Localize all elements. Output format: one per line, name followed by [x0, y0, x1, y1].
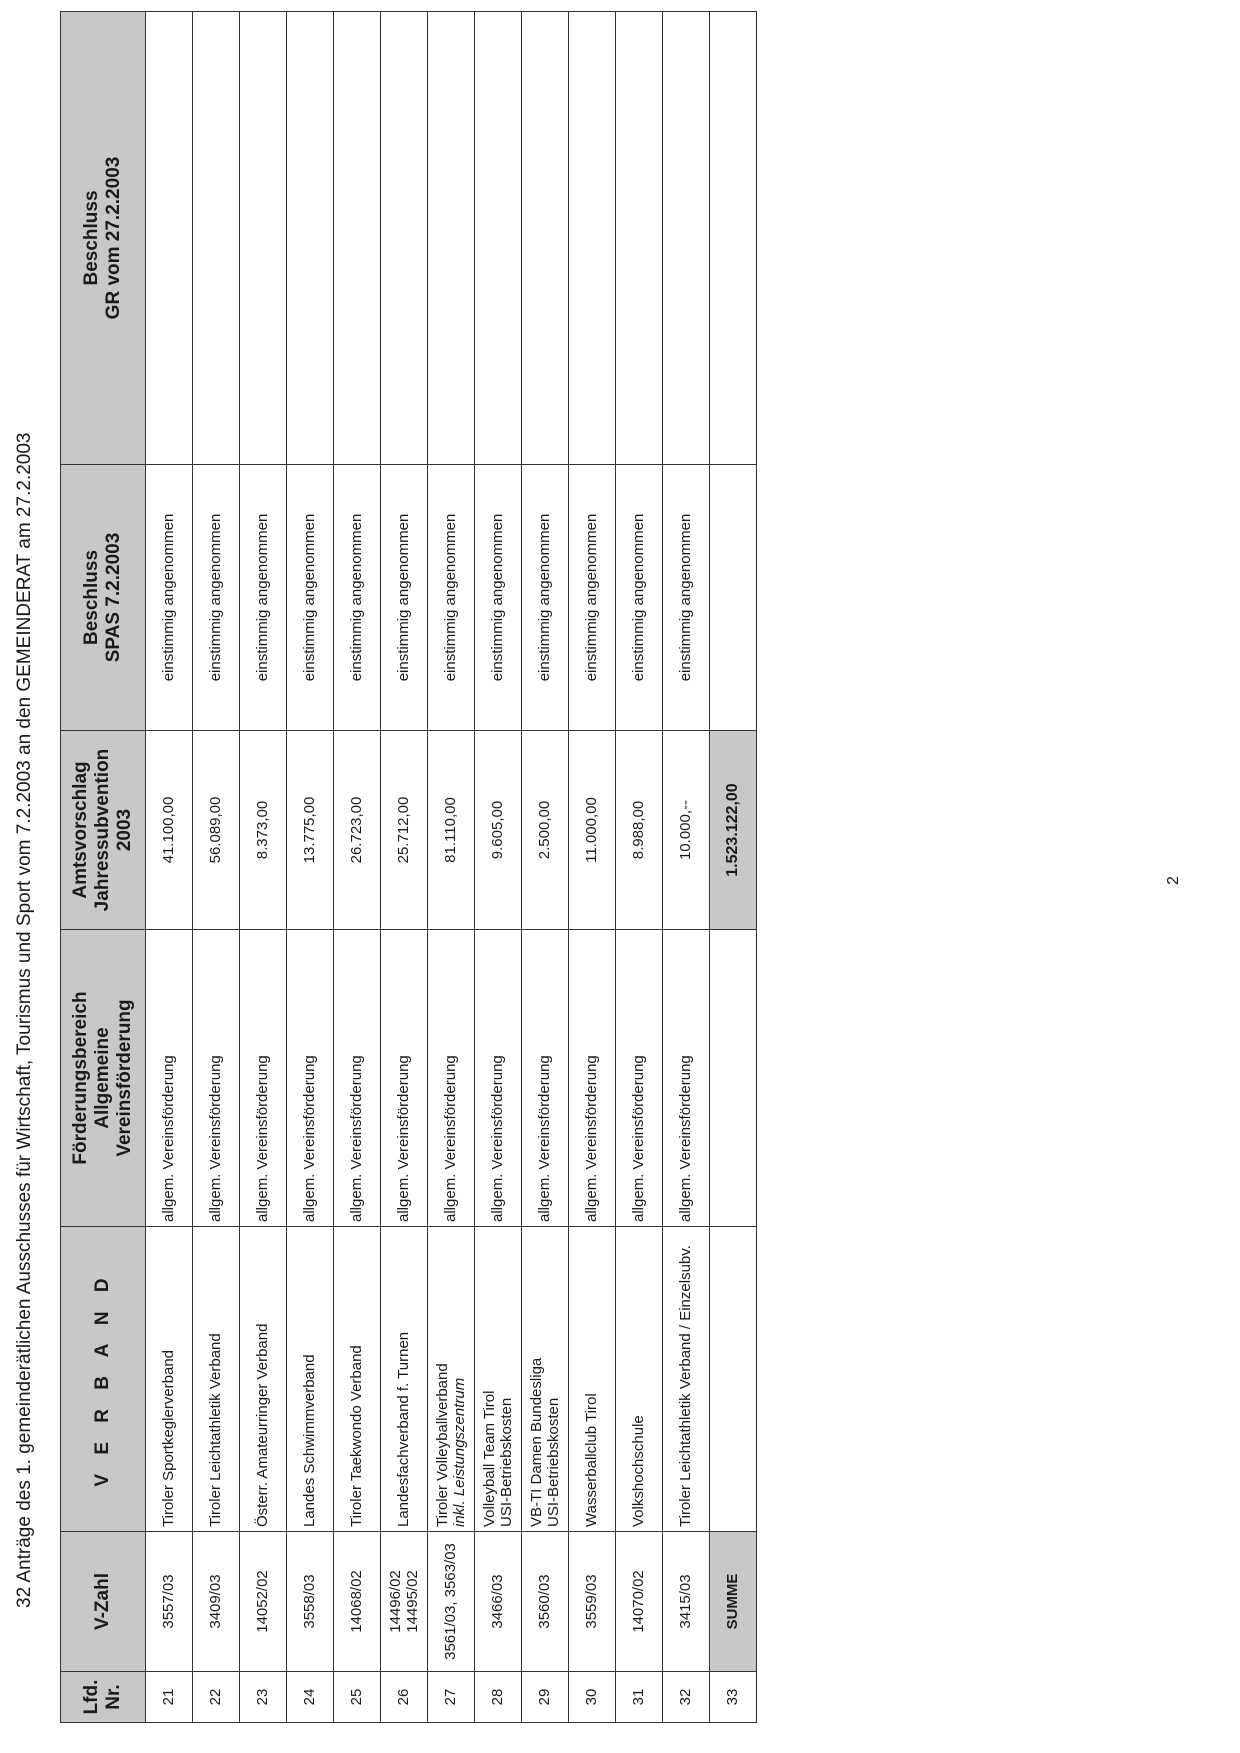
row-amtsvorschlag [193, 731, 240, 930]
row-foerderungsbereich-text: allgem. Vereinsförderung [301, 1055, 319, 1222]
row-vzahl [663, 1532, 710, 1672]
row-foerderungsbereich [240, 930, 287, 1227]
row-amtsvorschlag-text: 26.723,00 [348, 796, 366, 864]
row-amtsvorschlag [616, 731, 663, 930]
row-amtsvorschlag [569, 731, 616, 930]
row-verband-text: Landes Schwimmverband [301, 1354, 319, 1527]
row-verband-text: Volleyball Team Tirol [480, 1390, 498, 1527]
row-nr [663, 1672, 710, 1723]
row-nr [475, 1672, 522, 1723]
row-foerderungsbereich-text: allgem. Vereinsförderung [677, 1055, 695, 1222]
row-nr-text: 21 [160, 1688, 178, 1706]
header-amtsvorschlag [61, 731, 146, 930]
row-vzahl-text: 14495/02 [404, 1570, 421, 1633]
row-verband [569, 1227, 616, 1532]
table-row [663, 12, 710, 1723]
row-amtsvorschlag-text: 13.775,00 [301, 796, 319, 864]
row-amtsvorschlag-text: 8.373,00 [254, 800, 272, 860]
row-beschluss-spas [616, 465, 663, 731]
row-vzahl-text: 14496/02 [386, 1570, 404, 1633]
row-foerderungsbereich [428, 930, 475, 1227]
row-verband-text: inkl. Leistungszentrum [451, 1377, 468, 1527]
header-lfd-nr [61, 1672, 146, 1723]
row-beschluss-gr [381, 12, 428, 465]
table-row [569, 12, 616, 1723]
header-beschluss-gr [61, 12, 146, 465]
row-amtsvorschlag-text: 8.988,00 [630, 800, 648, 860]
table-row [381, 12, 428, 1723]
table-row [428, 12, 475, 1723]
row-verband-text: Österr. Amateurringer Verband [254, 1323, 272, 1527]
row-nr [287, 1672, 334, 1723]
row-foerderungsbereich [334, 930, 381, 1227]
row-beschluss-spas-text: einstimmig angenommen [395, 513, 413, 682]
row-foerderungsbereich [146, 930, 193, 1227]
row-vzahl-text: 3409/03 [207, 1574, 225, 1629]
row-verband-text: Tiroler Sportkeglerverband [160, 1349, 178, 1527]
row-amtsvorschlag-text: 56.089,00 [207, 796, 225, 864]
row-beschluss-gr [663, 12, 710, 465]
summary-row [710, 12, 757, 1723]
row-verband [193, 1227, 240, 1532]
row-verband-text: Volkshochschule [630, 1415, 648, 1527]
table-row [146, 12, 193, 1723]
row-beschluss-spas [287, 465, 334, 731]
row-beschluss-spas-text: einstimmig angenommen [630, 513, 648, 682]
header-amt-line1: Amtsvorschlag [70, 761, 92, 899]
row-amtsvorschlag-text: 10.000,-- [677, 799, 695, 861]
row-foerderungsbereich [475, 930, 522, 1227]
page-title: 32 Anträge des 1. gemeinderätlichen Ausschusses für Wirtschaft, Tourismus und Sport vom 7.2.2003 an den GEMEINDERAT am 27.2.2003 [14, 432, 35, 1608]
row-verband [287, 1227, 334, 1532]
row-foerderungsbereich-text: allgem. Vereinsförderung [489, 1055, 507, 1222]
row-amtsvorschlag [334, 731, 381, 930]
table-row [287, 12, 334, 1723]
table-row [522, 12, 569, 1723]
row-verband [663, 1227, 710, 1532]
row-beschluss-gr [428, 12, 475, 465]
row-verband-text: VB-TI Damen Bundesliga [527, 1357, 545, 1527]
row-beschluss-gr [569, 12, 616, 465]
row-nr-text: 25 [348, 1688, 366, 1706]
row-beschluss-gr [193, 12, 240, 465]
table-row [240, 12, 287, 1723]
row-vzahl [240, 1532, 287, 1672]
table-row [616, 12, 663, 1723]
row-vzahl-text: 14052/02 [254, 1570, 272, 1633]
row-verband [334, 1227, 381, 1532]
row-vzahl-text: 3560/03 [536, 1574, 554, 1629]
row-verband-text: Tiroler Leichtathletik Verband [207, 1333, 225, 1527]
row-nr [146, 1672, 193, 1723]
row-vzahl-text: 3558/03 [301, 1574, 319, 1629]
summary-empty-spas [710, 465, 757, 731]
header-gr-line1: Beschluss [81, 190, 103, 286]
row-verband [475, 1227, 522, 1532]
header-spas-line2: SPAS 7.2.2003 [103, 532, 124, 663]
row-verband-text: Wasserballclub Tirol [583, 1393, 601, 1527]
row-vzahl [616, 1532, 663, 1672]
row-amtsvorschlag-text: 9.605,00 [489, 800, 507, 860]
row-nr [522, 1672, 569, 1723]
row-beschluss-spas [146, 465, 193, 731]
row-verband [428, 1227, 475, 1532]
row-beschluss-spas-text: einstimmig angenommen [254, 513, 272, 682]
row-beschluss-spas [334, 465, 381, 731]
row-nr-text: 28 [489, 1688, 507, 1706]
row-foerderungsbereich-text: allgem. Vereinsförderung [536, 1055, 554, 1222]
row-beschluss-spas-text: einstimmig angenommen [301, 513, 319, 682]
page-number: 2 [1165, 876, 1182, 885]
row-beschluss-spas-text: einstimmig angenommen [677, 513, 695, 682]
row-foerderungsbereich [193, 930, 240, 1227]
row-beschluss-spas-text: einstimmig angenommen [536, 513, 554, 682]
row-vzahl-text: 14070/02 [630, 1570, 648, 1633]
row-nr-text: 23 [254, 1688, 272, 1706]
row-nr [240, 1672, 287, 1723]
row-beschluss-spas-text: einstimmig angenommen [348, 513, 366, 682]
row-beschluss-gr [616, 12, 663, 465]
row-verband-text: Tiroler Taekwondo Verband [348, 1345, 366, 1527]
row-beschluss-spas [381, 465, 428, 731]
row-beschluss-spas [569, 465, 616, 731]
row-amtsvorschlag-text: 81.110,00 [442, 797, 460, 863]
row-nr-text: 22 [207, 1688, 225, 1706]
row-beschluss-spas [193, 465, 240, 731]
summary-total: 1.523.122,00 [710, 731, 757, 930]
row-verband-text: Landesfachverband f. Turnen [395, 1331, 413, 1527]
row-vzahl [287, 1532, 334, 1672]
table-row [475, 12, 522, 1723]
row-beschluss-gr [240, 12, 287, 465]
row-verband [240, 1227, 287, 1532]
row-amtsvorschlag [663, 731, 710, 930]
row-amtsvorschlag [381, 731, 428, 930]
row-vzahl [569, 1532, 616, 1672]
row-foerderungsbereich-text: allgem. Vereinsförderung [207, 1055, 225, 1222]
row-foerderungsbereich-text: allgem. Vereinsförderung [630, 1055, 648, 1222]
row-verband [522, 1227, 569, 1532]
row-nr-text: 30 [583, 1688, 601, 1706]
header-foerd-line1: Förderungsbereich [70, 991, 92, 1165]
row-amtsvorschlag-text: 2.500,00 [536, 800, 554, 860]
row-beschluss-spas [240, 465, 287, 731]
row-vzahl [428, 1532, 475, 1672]
row-foerderungsbereich [287, 930, 334, 1227]
row-beschluss-spas [522, 465, 569, 731]
row-vzahl [146, 1532, 193, 1672]
summary-nr: 33 [710, 1672, 757, 1723]
row-amtsvorschlag [475, 731, 522, 930]
header-beschluss-spas [61, 465, 146, 731]
row-amtsvorschlag [240, 731, 287, 930]
row-foerderungsbereich [616, 930, 663, 1227]
row-vzahl-text: 3466/03 [489, 1574, 507, 1629]
summary-empty-foerd [710, 930, 757, 1227]
row-foerderungsbereich-text: allgem. Vereinsförderung [348, 1055, 366, 1222]
row-amtsvorschlag-text: 11.000,00 [583, 797, 601, 863]
table-row [193, 12, 240, 1723]
row-foerderungsbereich-text: allgem. Vereinsförderung [395, 1055, 413, 1222]
row-foerderungsbereich-text: allgem. Vereinsförderung [254, 1055, 272, 1222]
row-nr [381, 1672, 428, 1723]
row-verband-text: USI-Betriebskosten [545, 1397, 562, 1527]
row-foerderungsbereich-text: allgem. Vereinsförderung [160, 1055, 178, 1222]
header-foerd-line2: Allgemeine [92, 1027, 114, 1129]
row-beschluss-spas [663, 465, 710, 731]
row-foerderungsbereich-text: allgem. Vereinsförderung [583, 1055, 601, 1222]
row-foerderungsbereich-text: allgem. Vereinsförderung [442, 1055, 460, 1222]
row-amtsvorschlag [428, 731, 475, 930]
header-spas-line1: Beschluss [81, 549, 103, 646]
header-foerd-line3: Vereinsförderung [113, 999, 135, 1157]
header-amt-line3: 2003 [113, 808, 135, 852]
row-vzahl-text: 14068/02 [348, 1570, 366, 1633]
row-foerderungsbereich [522, 930, 569, 1227]
row-verband-text: USI-Betriebskosten [498, 1397, 515, 1527]
row-verband [381, 1227, 428, 1532]
row-amtsvorschlag [146, 731, 193, 930]
header-gr-line2: GR vom 27.2.2003 [103, 156, 124, 320]
row-nr-text: 27 [442, 1688, 460, 1706]
row-beschluss-gr [287, 12, 334, 465]
row-vzahl [381, 1532, 428, 1672]
row-beschluss-spas [428, 465, 475, 731]
header-lfd-line2: Nr. [103, 1684, 124, 1710]
row-verband [146, 1227, 193, 1532]
header-foerderungsbereich [61, 930, 146, 1227]
header-amt-line2: Jahressubvention [92, 748, 114, 912]
row-nr [334, 1672, 381, 1723]
row-nr-text: 32 [677, 1688, 695, 1706]
row-beschluss-spas-text: einstimmig angenommen [489, 513, 507, 682]
header-lfd-line1: Lfd. [81, 1679, 103, 1715]
row-beschluss-gr [334, 12, 381, 465]
summary-empty-gr [710, 12, 757, 465]
header-verband: V E R B A N D [61, 1227, 146, 1532]
row-verband [616, 1227, 663, 1532]
row-nr [616, 1672, 663, 1723]
row-nr [428, 1672, 475, 1723]
row-amtsvorschlag [522, 731, 569, 930]
row-vzahl-text: 3415/03 [677, 1574, 695, 1629]
row-beschluss-spas-text: einstimmig angenommen [207, 513, 225, 682]
summary-label: SUMME [710, 1532, 757, 1672]
row-foerderungsbereich [381, 930, 428, 1227]
summary-empty-verband [710, 1227, 757, 1532]
header-row [61, 12, 146, 1723]
row-nr [569, 1672, 616, 1723]
row-vzahl [475, 1532, 522, 1672]
subsidy-table [60, 11, 757, 1723]
row-foerderungsbereich [569, 930, 616, 1227]
row-nr-text: 26 [395, 1688, 413, 1706]
row-vzahl [193, 1532, 240, 1672]
row-beschluss-gr [475, 12, 522, 465]
row-vzahl-text: 3561/03, 3563/03 [442, 1543, 460, 1660]
table-row [334, 12, 381, 1723]
row-beschluss-gr [522, 12, 569, 465]
table-body [146, 12, 710, 1723]
row-amtsvorschlag-text: 25.712,00 [395, 796, 413, 864]
row-vzahl [522, 1532, 569, 1672]
row-verband-text: Tiroler Volleyballverband [433, 1363, 451, 1527]
row-vzahl-text: 3557/03 [160, 1574, 178, 1629]
row-amtsvorschlag-text: 41.100,00 [160, 796, 178, 864]
row-vzahl [334, 1532, 381, 1672]
row-nr-text: 24 [301, 1688, 319, 1706]
row-nr-text: 31 [630, 1688, 648, 1706]
row-nr-text: 29 [536, 1688, 554, 1706]
row-beschluss-spas-text: einstimmig angenommen [160, 513, 178, 682]
row-beschluss-spas [475, 465, 522, 731]
row-amtsvorschlag [287, 731, 334, 930]
row-nr [193, 1672, 240, 1723]
row-verband-text: Tiroler Leichtathletik Verband / Einzelsubv. [677, 1245, 695, 1527]
row-beschluss-gr [146, 12, 193, 465]
row-foerderungsbereich [663, 930, 710, 1227]
row-vzahl-text: 3559/03 [583, 1574, 601, 1629]
row-beschluss-spas-text: einstimmig angenommen [442, 513, 460, 682]
row-beschluss-spas-text: einstimmig angenommen [583, 513, 601, 682]
header-vzahl: V-Zahl [61, 1532, 146, 1672]
